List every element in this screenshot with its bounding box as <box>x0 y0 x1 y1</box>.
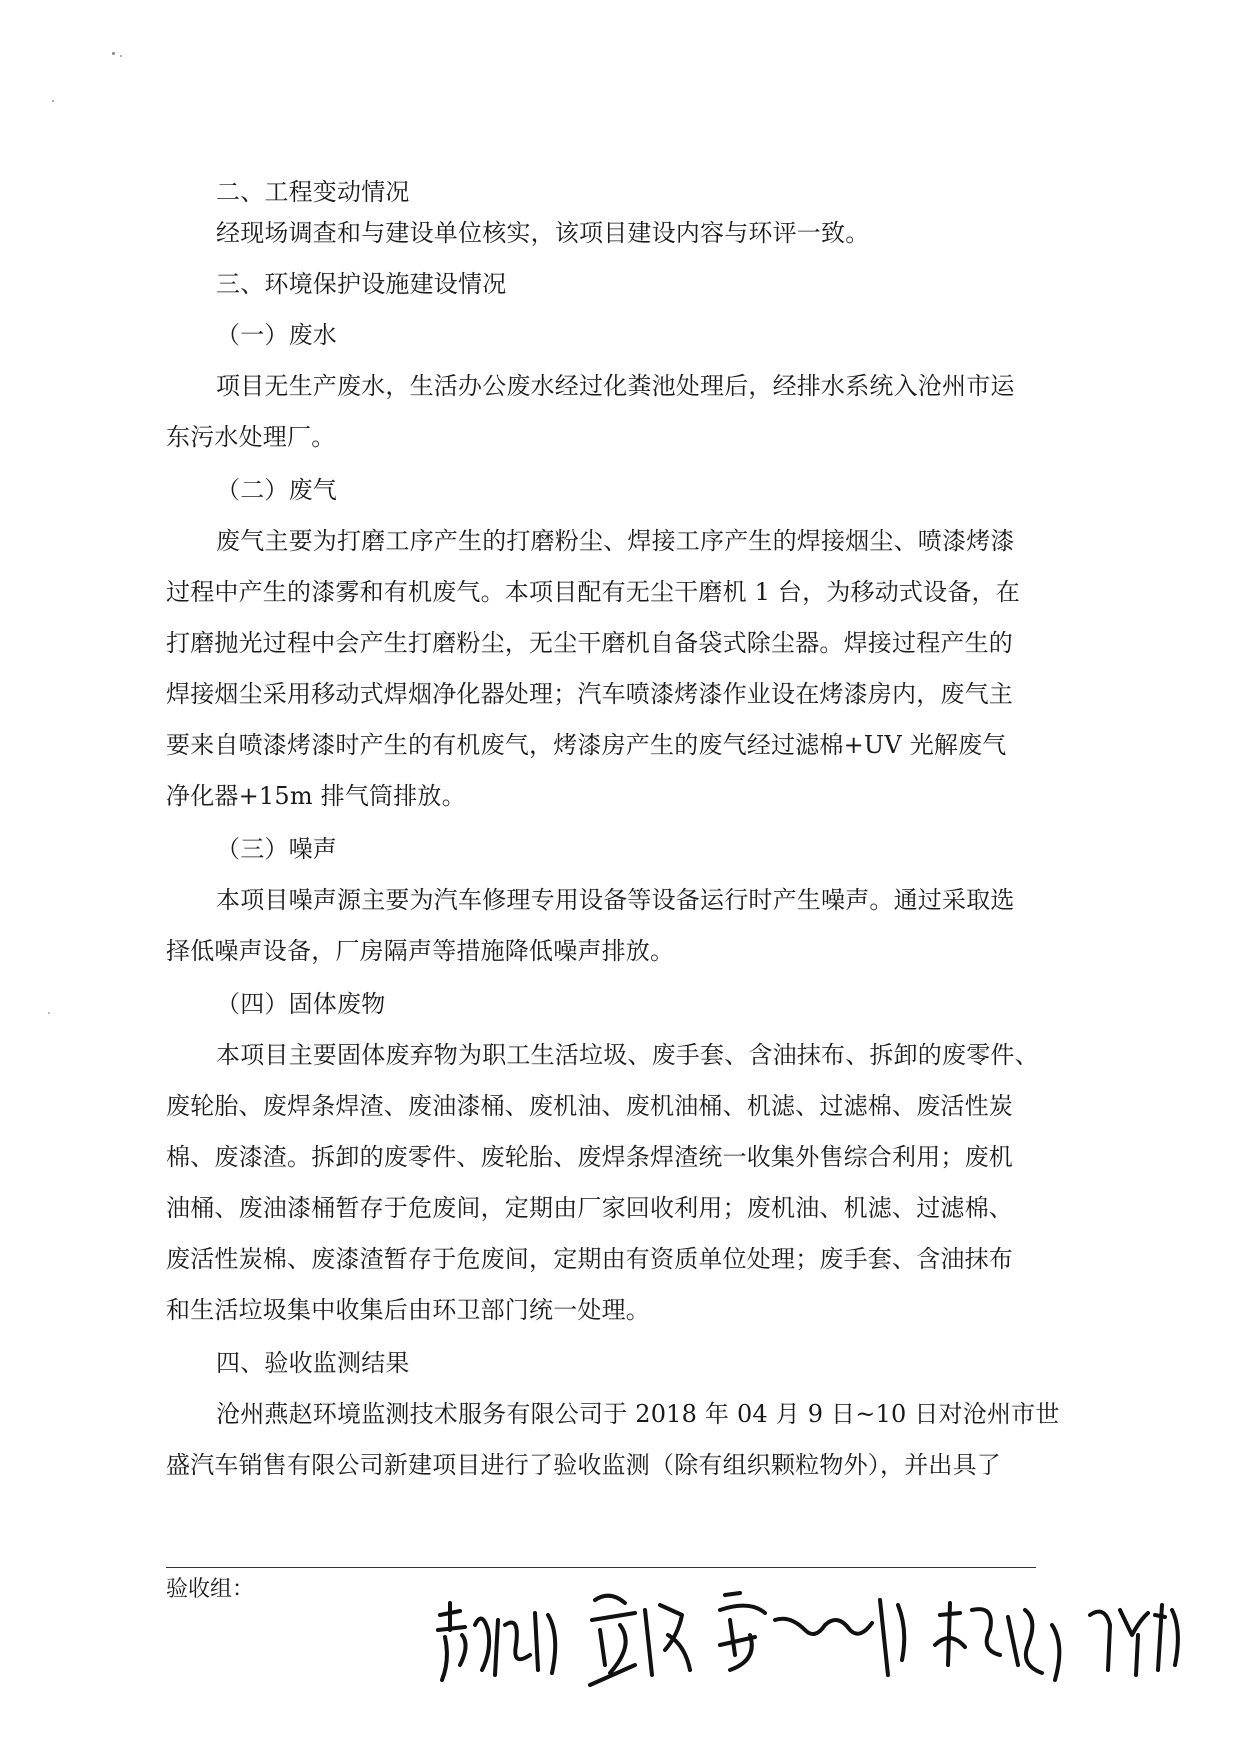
document-body <box>166 172 1060 1486</box>
exhaust-line: 废气主要为打磨工序产生的打磨粉尘、焊接工序产生的焊接烟尘、喷漆烤漆 <box>216 527 1015 555</box>
section-4-title: 四、验收监测结果 <box>216 1349 410 1377</box>
footer-divider <box>166 1567 1036 1568</box>
solid-waste-line: 废活性炭棉、废漆渣暂存于危废间，定期由有资质单位处理；废手套、含油抹布 <box>166 1245 1013 1273</box>
wastewater-line: 项目无生产废水，生活办公废水经过化粪池处理后，经排水系统入沧州市运 <box>216 372 1015 400</box>
section-3-title: 三、环境保护设施建设情况 <box>216 270 507 298</box>
signature-3 <box>720 1593 904 1675</box>
signature-2 <box>590 1596 690 1685</box>
signature-4 <box>935 1603 1059 1680</box>
signature-1 <box>438 1603 555 1680</box>
subsection-wastewater-title: （一）废水 <box>216 321 337 349</box>
subsection-exhaust-title: （二）废气 <box>216 476 337 504</box>
solid-waste-line: 油桶、废油漆桶暂存于危废间，定期由厂家回收利用；废机油、机滤、过滤棉、 <box>166 1194 1013 1222</box>
exhaust-line: 过程中产生的漆雾和有机废气。本项目配有无尘干磨机 1 台，为移动式设备，在 <box>166 578 1020 606</box>
handwritten-signatures <box>420 1575 1220 1715</box>
noise-line: 本项目噪声源主要为汽车修理专用设备等设备运行时产生噪声。通过采取选 <box>216 886 1015 914</box>
acceptance-group-label: 验收组： <box>166 1577 255 1602</box>
subsection-solid-waste-title: （四）固体废物 <box>216 990 386 1018</box>
scan-speck <box>48 1012 50 1014</box>
solid-waste-line: 本项目主要固体废弃物为职工生活垃圾、废手套、含油抹布、拆卸的废零件、 <box>216 1041 1039 1069</box>
noise-line: 择低噪声设备，厂房隔声等措施降低噪声排放。 <box>166 937 675 965</box>
scan-speck <box>120 55 122 57</box>
monitoring-line: 沧州燕赵环境监测技术服务有限公司于 2018 年 04 月 9 日~10 日对沧州市世 <box>216 1400 1060 1428</box>
scan-speck <box>112 52 115 55</box>
solid-waste-line: 和生活垃圾集中收集后由环卫部门统一处理。 <box>166 1296 650 1324</box>
wastewater-line: 东污水处理厂。 <box>166 423 336 451</box>
exhaust-line: 要来自喷漆烤漆时产生的有机废气，烤漆房产生的废气经过滤棉+UV 光解废气 <box>166 731 1007 759</box>
subsection-noise-title: （三）噪声 <box>216 835 337 863</box>
section-2-paragraph: 经现场调查和与建设单位核实，该项目建设内容与环评一致。 <box>216 219 870 247</box>
scan-speck <box>52 100 54 102</box>
exhaust-line: 净化器+15m 排气筒排放。 <box>166 782 466 810</box>
exhaust-line: 打磨抛光过程中会产生打磨粉尘，无尘干磨机自备袋式除尘器。焊接过程产生的 <box>166 629 1013 657</box>
signature-5 <box>1090 1605 1178 1675</box>
section-2-title: 二、工程变动情况 <box>216 178 410 206</box>
exhaust-line: 焊接烟尘采用移动式焊烟净化器处理；汽车喷漆烤漆作业设在烤漆房内，废气主 <box>166 680 1013 708</box>
solid-waste-line: 棉、废漆渣。拆卸的废零件、废轮胎、废焊条焊渣统一收集外售综合利用；废机 <box>166 1143 1013 1171</box>
solid-waste-line: 废轮胎、废焊条焊渣、废油漆桶、废机油、废机油桶、机滤、过滤棉、废活性炭 <box>166 1092 1013 1120</box>
monitoring-line: 盛汽车销售有限公司新建项目进行了验收监测（除有组织颗粒物外），并出具了 <box>166 1451 1001 1479</box>
